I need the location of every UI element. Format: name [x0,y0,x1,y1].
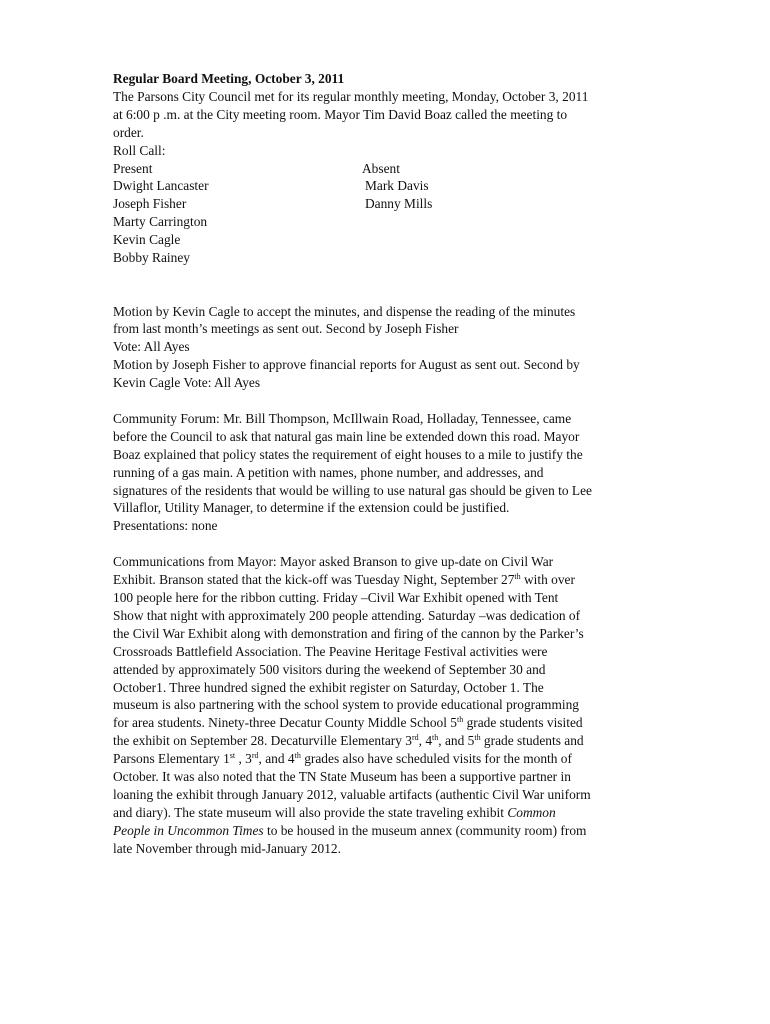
intro-line: The Parsons City Council met for its regular monthly meeting, Monday, October 3, 2011 [113,88,589,104]
comm-line: for area students. Ninety-three Decatur County Middle School 5th grade students visited [113,715,583,731]
absent-member: Danny Mills [365,196,433,212]
comm-line: the Civil War Exhibit along with demonstration and firing of the cannon by the Parker’s [113,625,584,641]
present-member: Joseph Fisher [113,196,187,212]
communications-paragraph [113,553,653,857]
comm-line: late November through mid-January 2012. [113,840,341,856]
document-title: Regular Board Meeting, October 3, 2011 [113,71,345,86]
comm-line: museum is also partnering with the school system to provide educational programming [113,697,579,713]
comm-line: October. It was also noted that the TN State Museum has been a supportive partner in [113,769,571,785]
present-member: Kevin Cagle [113,232,181,248]
intro-line: at 6:00 p .m. at the City meeting room. Mayor Tim David Boaz called the meeting to [113,106,568,122]
motions-paragraph [113,303,653,393]
comm-line: and diary). The state museum will also provide the state traveling exhibit Common [113,804,556,820]
present-header: Present [113,160,153,176]
absent-member: Mark Davis [365,178,429,194]
comm-line: attended by approximately 500 visitors during the weekend of September 30 and [113,661,546,677]
motion-line: Motion by Joseph Fisher to approve financial reports for August as sent out. Second by [113,357,580,373]
forum-line: Boaz explained that policy states the requirement of eight houses to a mile to justify the [113,446,583,462]
forum-line: Community Forum: Mr. Bill Thompson, McIllwain Road, Holladay, Tennessee, came [113,410,572,426]
community-forum-paragraph [113,410,653,535]
comm-line: Exhibit. Branson stated that the kick-off was Tuesday Night, September 27th with over [113,572,575,588]
comm-line: Parsons Elementary 1st , 3rd, and 4th grades also have scheduled visits for the month of [113,751,572,767]
roll-call-table [113,160,653,267]
comm-line: Show that night with approximately 200 people attending. Saturday –was dedication of [113,607,581,623]
motion-line: Kevin Cagle Vote: All Ayes [113,375,261,391]
present-member: Marty Carrington [113,214,208,230]
document-page [113,70,653,858]
comm-line: People in Uncommon Times to be housed in the museum annex (community room) from [113,822,587,838]
motion-line: Motion by Kevin Cagle to accept the minutes, and dispense the reading of the minutes [113,303,576,319]
absent-column [362,160,432,214]
presentations-line: Presentations: none [113,518,218,534]
comm-line: Communications from Mayor: Mayor asked Branson to give up-date on Civil War [113,554,554,570]
present-member: Bobby Rainey [113,250,190,266]
forum-line: running of a gas main. A petition with names, phone number, and addresses, and [113,464,544,480]
forum-line: before the Council to ask that natural gas main line be extended down this road. Mayor [113,428,580,444]
intro-line: order. [113,124,144,140]
present-member: Dwight Lancaster [113,178,209,194]
comm-line: loaning the exhibit through January 2012, valuable artifacts (authentic Civil War uniform [113,786,591,802]
absent-header: Absent [362,160,400,176]
comm-line: 100 people here for the ribbon cutting. Friday –Civil War Exhibit opened with Tent [113,590,559,605]
present-column [113,160,209,267]
comm-line: Crossroads Battlefield Association. The Peavine Heritage Festival activities were [113,643,548,659]
comm-line: October1. Three hundred signed the exhibit register on Saturday, October 1. The [113,679,544,695]
motion-line: from last month’s meetings as sent out. Second by Joseph Fisher [113,321,459,337]
intro-paragraph [113,88,653,142]
roll-call-label: Roll Call: [113,142,166,158]
comm-line: the exhibit on September 28. Decaturville Elementary 3rd, 4th, and 5th grade students and [113,733,584,749]
forum-line: Villaflor, Utility Manager, to determine if the extension could be justified. [113,500,510,516]
motion-line: Vote: All Ayes [113,339,190,355]
forum-line: signatures of the residents that would be willing to use natural gas should be given to Lee [113,482,592,498]
